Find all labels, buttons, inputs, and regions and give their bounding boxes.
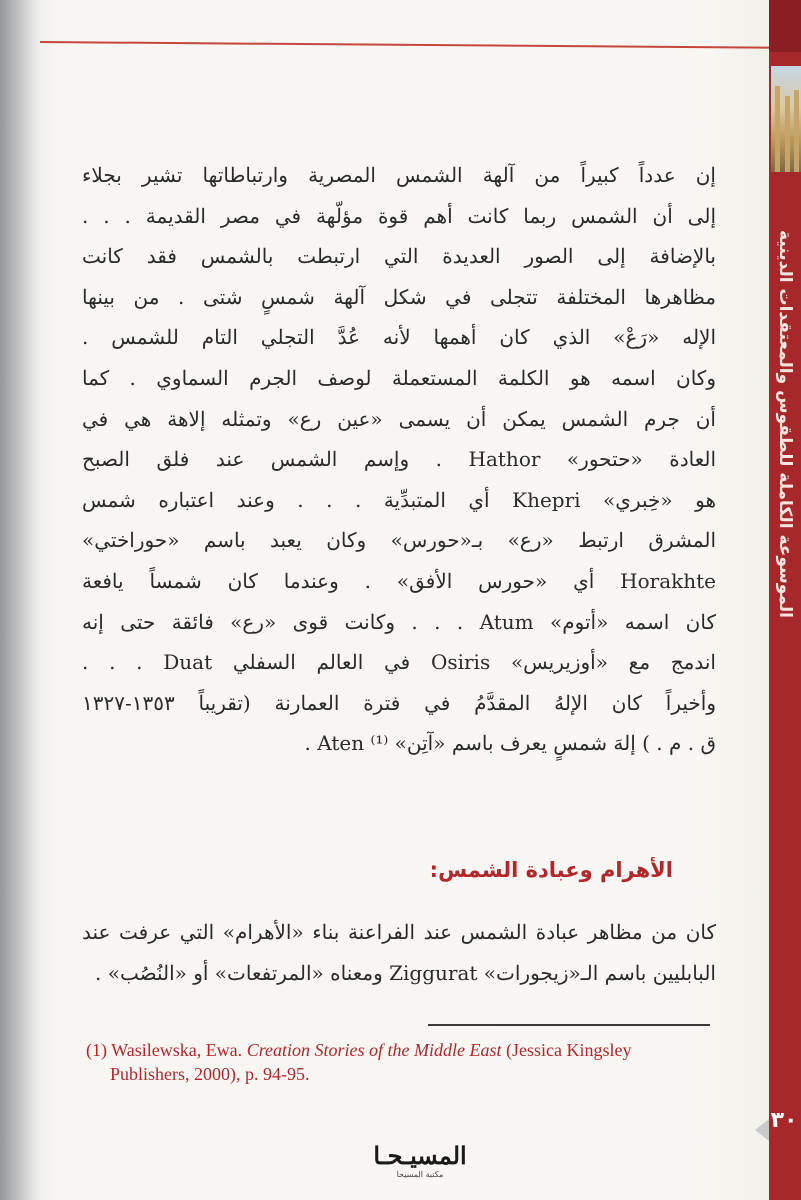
- text-line: Horakhte أي «حورس الأفق» . وعندما كان شمساً يافعة: [82, 568, 716, 593]
- footnote-suffix: (Jessica Kingsley: [501, 1040, 632, 1060]
- page-gutter-shadow: [0, 0, 40, 1200]
- text-line: الإله «رَعْ» الذي كان أهمها لأنه عُدَّ التجلي التام للشمس .: [82, 325, 716, 350]
- text-line: كان من مظاهر عبادة الشمس عند الفراعنة بناء «الأهرام» التي عرفت عند: [82, 920, 716, 944]
- page-number: ٣٠: [770, 1108, 798, 1133]
- text-line: وكان اسمه هو الكلمة المستعملة لوصف الجرم السماوي . كما: [82, 365, 716, 390]
- footnote-book-title: Creation Stories of the Middle East: [246, 1040, 502, 1060]
- footnote: [86, 1038, 726, 1086]
- footnote-line: [86, 1038, 726, 1062]
- side-thumbnail-image: [771, 66, 801, 172]
- section-heading: الأهرام وعبادة الشمس:: [429, 858, 673, 882]
- side-band-top: [769, 0, 801, 52]
- text-line: إن عدداً كبيراً من آلهة الشمس المصرية وارتباطاتها تشير بجلاء: [82, 163, 716, 187]
- logo-text: المسيـحـا: [373, 1141, 467, 1170]
- logo-subtext: مكتبة المسيحا: [396, 1170, 444, 1179]
- text-line: المشرق ارتبط «رع» بـ«حورس» وكان يعبد باسم «حوراختي»: [82, 528, 716, 553]
- text-line: إلى أن الشمس ربما كانت أهم قوة مؤلّهة في مصر القديمة . . .: [82, 203, 716, 228]
- text-line: وأخيراً كان الإلهُ المقدَّمُ في فترة العمارنة (تقريباً ١٣٥٣-١٣٢٧: [82, 690, 716, 715]
- section-paragraph: [82, 912, 716, 993]
- footnote-rule: [428, 1024, 710, 1026]
- text-line: أن جرم الشمس يمكن أن يسمى «عين رع» وتمثله إلاهة هي في: [82, 406, 716, 431]
- footnote-line: Publishers, 2000), p. 94-95.: [110, 1064, 310, 1084]
- text-line: هو «خِبري» Khepri أي المتبدِّية . . . وعند اعتباره شمس: [82, 487, 716, 512]
- text-line: البابليين باسم الـ«زيجورات» Ziggurat ومعناه «المرتفعات» أو «النُصُب» .: [95, 960, 716, 985]
- main-paragraph: [82, 155, 716, 764]
- text-line: اندمج مع «أوزيريس» Osiris في العالم السفلي Duat . . .: [82, 650, 716, 675]
- running-book-title: الموسوعة الكاملة للطقوس والمعتقدات الدينية: [775, 230, 795, 619]
- footnote-prefix: (1) Wasilewska, Ewa.: [86, 1040, 247, 1060]
- text-line: العادة «حتحور» Hathor . وإسم الشمس عند فلق الصبح: [82, 447, 716, 472]
- publisher-logo: [360, 1142, 480, 1182]
- text-line: مظاهرها المختلفة تتجلى في شكل آلهة شمسٍ شتى . من بينها: [82, 284, 716, 309]
- text-line: بالإضافة إلى الصور العديدة التي ارتبطت بالشمس فقد كانت: [82, 244, 716, 269]
- page-number-marker-icon: [755, 1119, 769, 1141]
- text-line: ق . م . ) إلهَ شمسٍ يعرف باسم «آتِن» Aten ⁽¹⁾ .: [304, 731, 716, 756]
- text-line: كان اسمه «أتوم» Atum . . . وكانت قوى «رع» فائقة حتى إنه: [82, 609, 716, 634]
